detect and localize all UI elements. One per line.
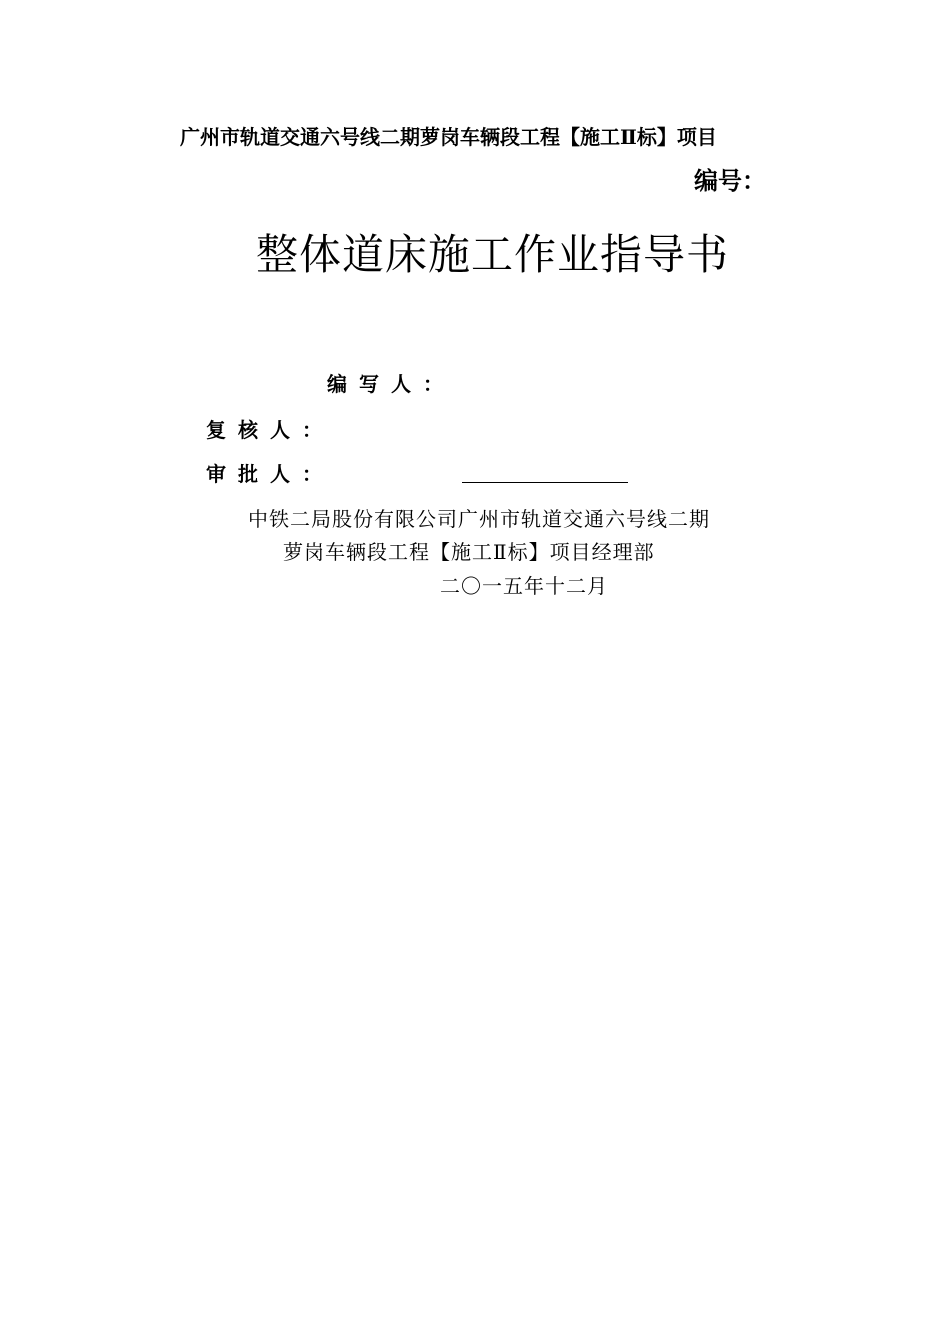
approver-label: 审批人： xyxy=(206,462,334,486)
signature-underline xyxy=(462,482,628,483)
author-label: 编写人： xyxy=(327,372,455,396)
document-date: 二〇一五年十二月 xyxy=(440,574,608,598)
document-title: 整体道床施工作业指导书 xyxy=(256,230,730,279)
reviewer-label: 复核人： xyxy=(206,418,334,442)
organization-line-1: 中铁二局股份有限公司广州市轨道交通六号线二期 xyxy=(248,507,710,531)
document-number-label: 编号： xyxy=(694,166,766,195)
organization-line-2: 萝岗车辆段工程【施工Ⅱ标】项目经理部 xyxy=(283,540,655,564)
project-header: 广州市轨道交通六号线二期萝岗车辆段工程【施工Ⅱ标】项目 xyxy=(180,125,717,149)
